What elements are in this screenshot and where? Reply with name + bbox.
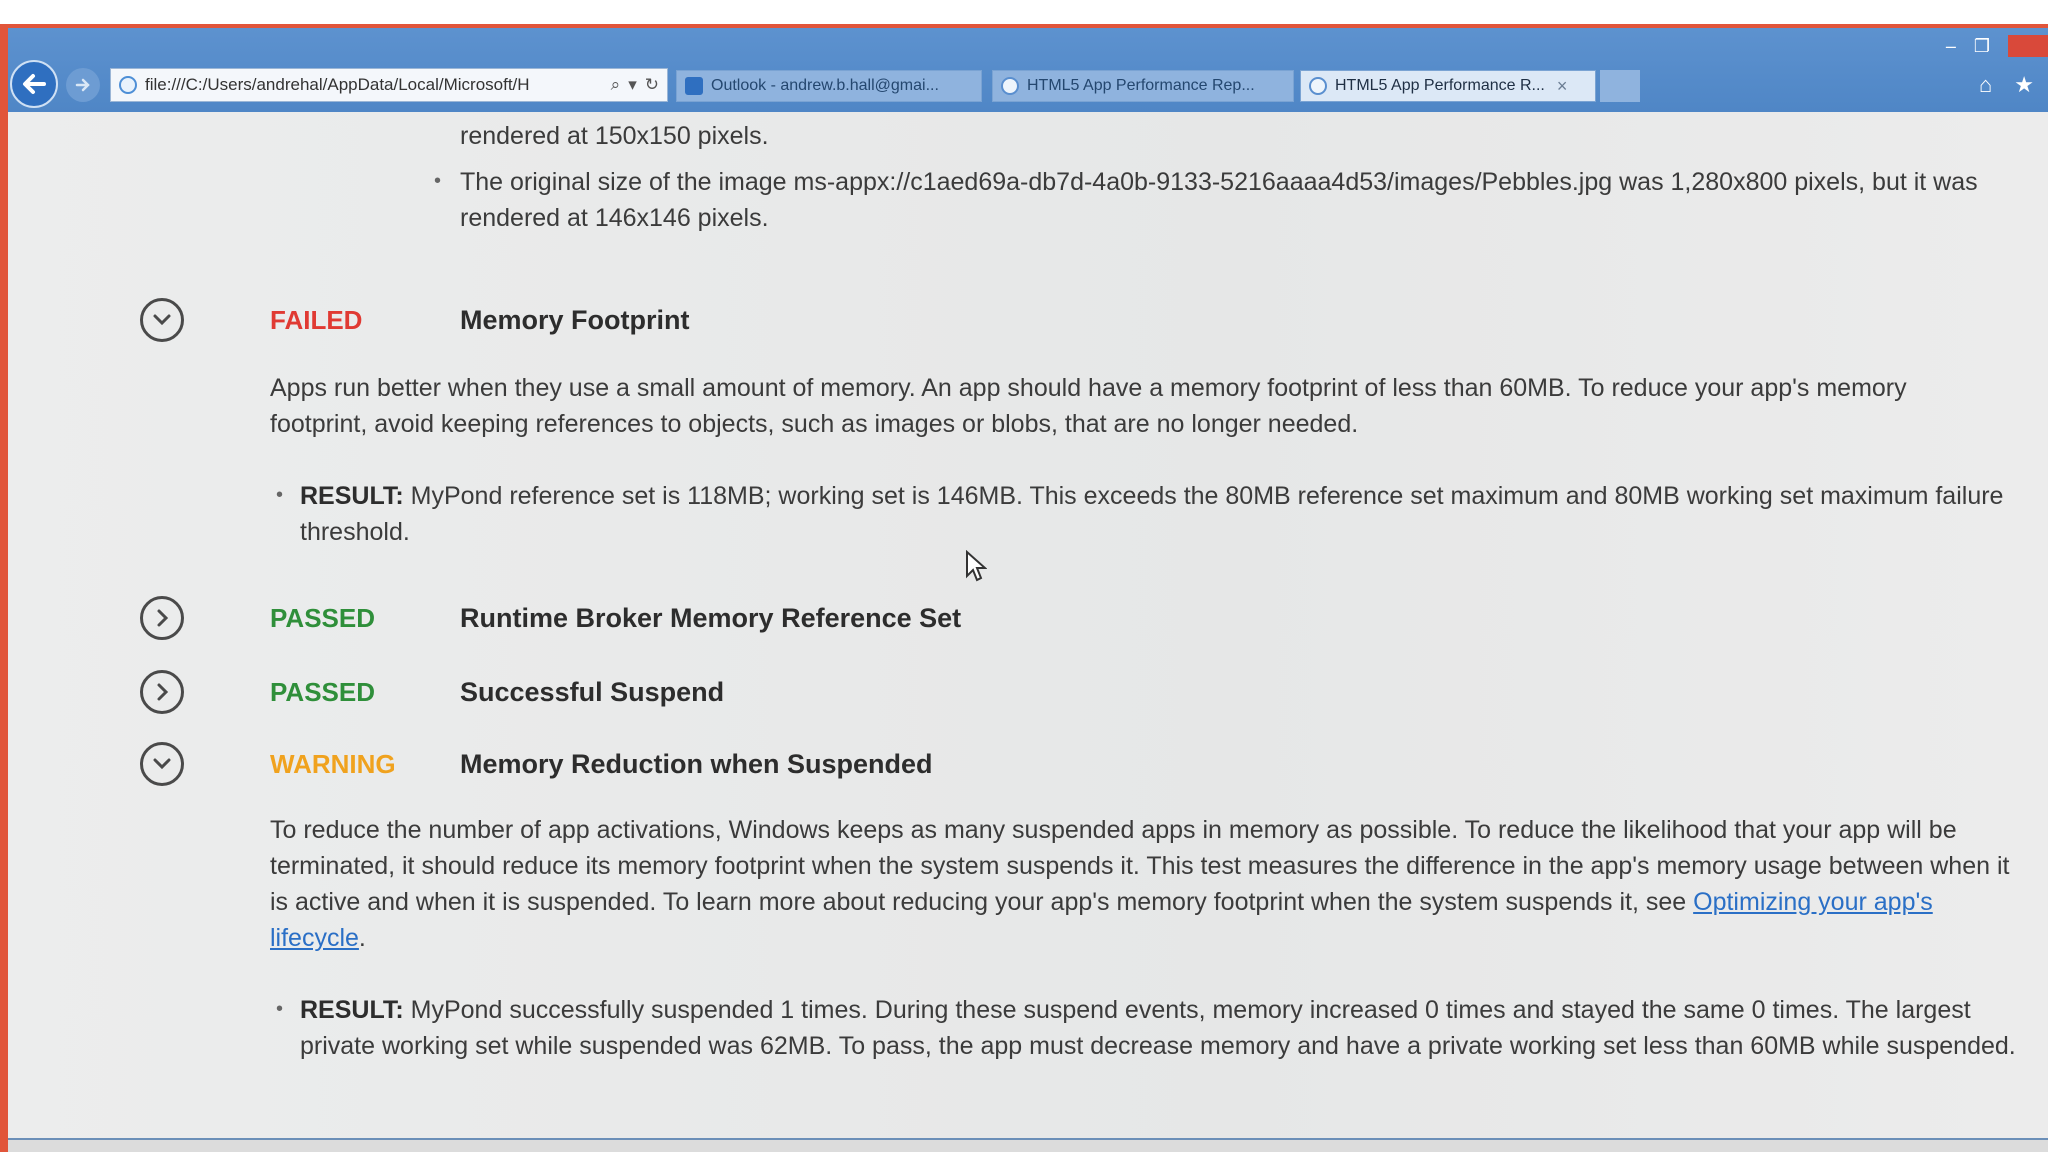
close-tab-icon[interactable]: ×: [1556, 75, 1568, 96]
section-title-successful-suspend: Successful Suspend: [460, 677, 725, 707]
window-controls: [1946, 32, 2048, 60]
address-bar[interactable]: [110, 68, 668, 102]
image-size-note: The original size of the image ms-appx://c1aed69a-db7d-4a0b-9133-5216aaaa4d53/images/Pebbles.jpg was 1,280x800 pixels, but it was rendered at 146x146 pixels.: [460, 168, 1978, 232]
section-title-runtime-broker: Runtime Broker Memory Reference Set: [460, 603, 962, 633]
section-description-memory-reduction: [270, 812, 2010, 956]
close-window-button[interactable]: [2008, 35, 2048, 57]
dropdown-icon[interactable]: ▾: [628, 75, 637, 94]
minimize-icon[interactable]: –: [1945, 36, 1956, 56]
status-badge-failed: FAILED: [270, 305, 363, 335]
result-text: MyPond reference set is 118MB; working set is 146MB. This exceeds the 80MB reference set maximum and 80MB working set maximum failure threshold.: [300, 482, 2004, 546]
tab-report-active[interactable]: [1300, 70, 1596, 102]
description-text: To reduce the number of app activations, Windows keeps as many suspended apps in memory as possible. To reduce the likelihood that your app will be terminated, it should reduce its memory footprint when the system suspends it. This test measures the difference in the app's memory usage between when it is active and when it is suspended. To learn more about reducing your app's memory footprint when the system suspends it, see: [270, 816, 2010, 916]
result-label: RESULT:: [300, 996, 404, 1024]
ie-page-icon: [119, 76, 137, 94]
tab-report-1[interactable]: [992, 70, 1294, 102]
description-end: .: [358, 924, 366, 952]
toolbar-right: [1979, 72, 2034, 98]
status-bar: [8, 1138, 2048, 1152]
report-content: [8, 112, 2048, 1140]
tab-label: HTML5 App Performance Rep...: [1027, 77, 1255, 94]
refresh-icon[interactable]: ↻: [644, 75, 659, 94]
collapse-toggle-memory-reduction[interactable]: [140, 742, 184, 786]
favorites-star-icon[interactable]: ★: [2014, 72, 2034, 97]
browser-window: [0, 24, 2048, 1152]
ie-page-icon: [1001, 77, 1019, 95]
forward-button[interactable]: [66, 68, 100, 102]
chevron-down-icon: [152, 757, 172, 771]
back-button[interactable]: [10, 60, 58, 108]
home-icon[interactable]: ⌂: [1978, 72, 1993, 97]
result-label: RESULT:: [300, 482, 404, 510]
tab-label: HTML5 App Performance R...: [1335, 77, 1545, 94]
result-memory-footprint: [300, 478, 2040, 550]
image-note-fragment: rendered at 150x150 pixels.: [460, 122, 769, 150]
section-title-memory-footprint: Memory Footprint: [460, 305, 690, 335]
expand-toggle-successful-suspend[interactable]: [140, 670, 184, 714]
mouse-cursor-icon: [965, 550, 987, 582]
new-tab-button[interactable]: [1600, 70, 1640, 102]
bullet: •: [276, 484, 284, 506]
section-description-memory-footprint: Apps run better when they use a small amount of memory. An app should have a memory footprint of less than 60MB. To reduce your app's memory footprint, avoid keeping references to objects, such as images or blobs, that are no longer needed.: [270, 374, 1907, 438]
bullet: •: [434, 170, 442, 192]
search-icon[interactable]: ⌕: [610, 75, 621, 94]
forward-arrow-icon: [74, 76, 92, 94]
result-memory-reduction: [300, 992, 2020, 1064]
status-badge-warning: WARNING: [270, 749, 396, 779]
ie-page-icon: [1309, 77, 1327, 95]
collapse-toggle-memory-footprint[interactable]: [140, 298, 184, 342]
browser-chrome: [8, 28, 2048, 112]
url-text: file:///C:/Users/andrehal/AppData/Local/Microsoft/H: [145, 75, 530, 94]
restore-icon[interactable]: ❐: [1973, 36, 1990, 56]
chevron-down-icon: [152, 313, 172, 327]
status-badge-passed: PASSED: [270, 677, 375, 707]
outlook-icon: [685, 77, 703, 95]
chevron-right-icon: [155, 682, 169, 702]
chevron-right-icon: [155, 608, 169, 628]
expand-toggle-runtime-broker[interactable]: [140, 596, 184, 640]
status-badge-passed: PASSED: [270, 603, 375, 633]
section-title-memory-reduction: Memory Reduction when Suspended: [460, 749, 933, 779]
back-arrow-icon: [20, 70, 48, 98]
bullet: •: [276, 998, 284, 1020]
lifecycle-link[interactable]: Optimizing your app's lifecycle: [270, 888, 1933, 952]
tab-outlook[interactable]: [676, 70, 982, 102]
tab-label: Outlook - andrew.b.hall@gmai...: [711, 77, 939, 94]
result-text: MyPond successfully suspended 1 times. During these suspend events, memory increased 0 times and stayed the same 0 times. The largest private working set while suspended was 62MB. To pass, the app must decrease memory and have a private working set less than 60MB while suspended.: [300, 996, 2016, 1060]
